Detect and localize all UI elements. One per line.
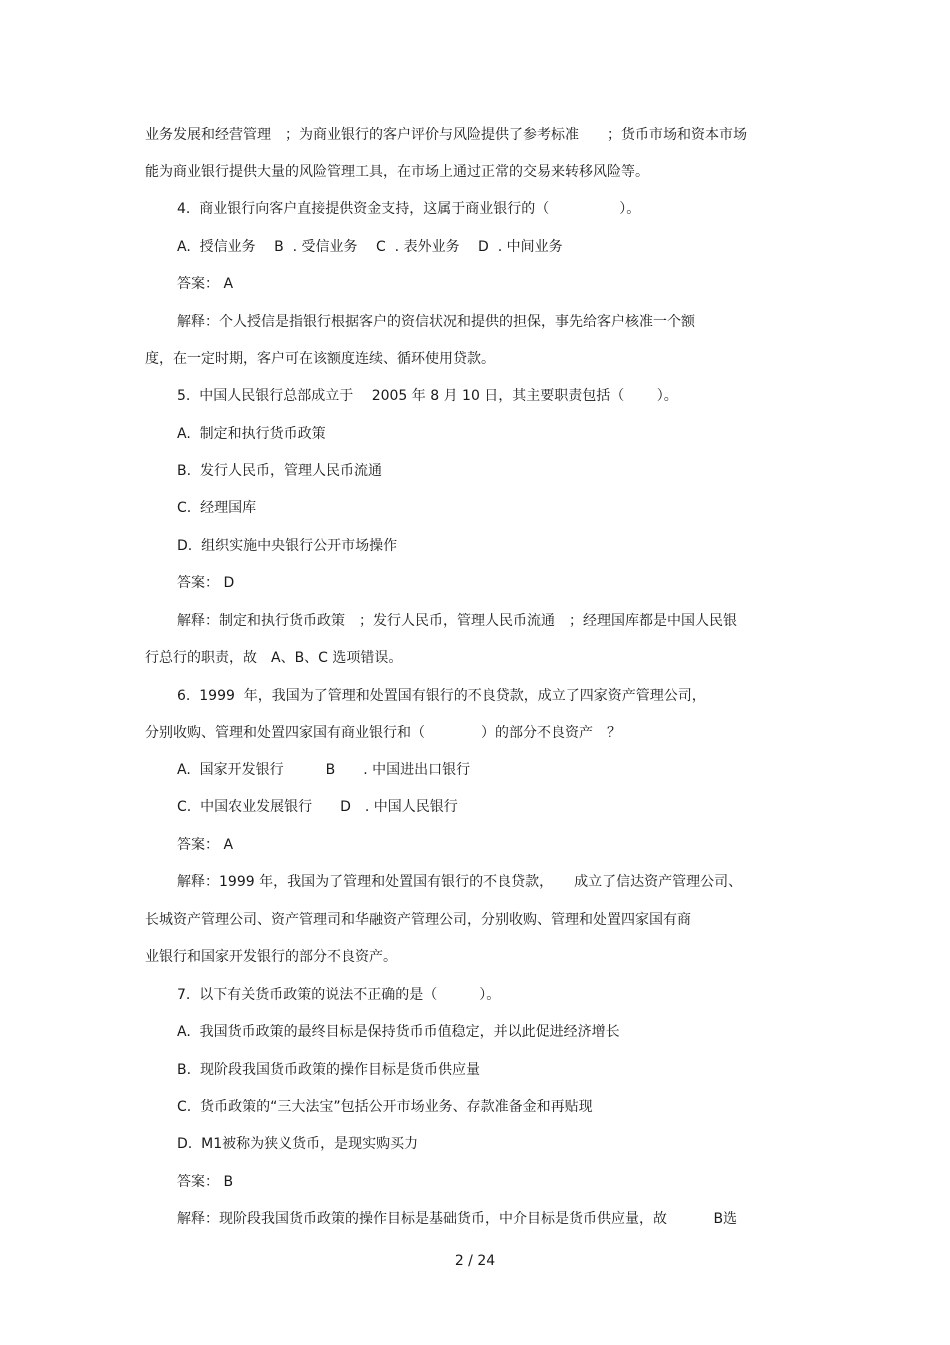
question-6-options-cd: C. 中国农业发展银行 D . 中国人民银行: [177, 799, 458, 815]
paragraph-line: 能为商业银行提供大量的风险管理工具，在市场上通过正常的交易来转移风险等。: [145, 164, 649, 180]
page-number: 2 / 24: [454, 1253, 496, 1269]
question-5: 5. 中国人民银行总部成立于 2005 年 8 月 10 日，其主要职责包括（ ）。: [177, 388, 678, 404]
question-5-explanation: 解释：制定和执行货币政策 ；发行人民币，管理人民币流通 ；经理国库都是中国人民银: [177, 613, 737, 629]
question-5-answer: 答案： D: [177, 575, 235, 591]
paragraph-line: 业务发展和经营管理 ；为商业银行的客户评价与风险提供了参考标准 ；货币市场和资本市场: [145, 127, 747, 143]
question-6-explanation-cont: 长城资产管理公司、资产管理司和华融资产管理公司，分别收购、管理和处置四家国有商: [145, 912, 691, 928]
question-7: 7. 以下有关货币政策的说法不正确的是（ ）。: [177, 987, 501, 1003]
question-6-explanation-cont: 业银行和国家开发银行的部分不良资产。: [145, 949, 397, 965]
question-4-explanation: 解释：个人授信是指银行根据客户的资信状况和提供的担保，事先给客户核准一个额: [177, 314, 695, 330]
question-5-option-b: B. 发行人民币，管理人民币流通: [177, 463, 382, 479]
question-5-explanation-cont: 行总行的职责，故 A、B、C 选项错误。: [145, 650, 403, 666]
question-4: 4. 商业银行向客户直接提供资金支持，这属于商业银行的（ ）。: [177, 201, 641, 217]
question-5-option-d: D. 组织实施中央银行公开市场操作: [177, 538, 398, 554]
question-4-explanation-cont: 度，在一定时期，客户可在该额度连续、循环使用贷款。: [145, 351, 495, 367]
question-6-explanation: 解释：1999 年，我国为了管理和处置国有银行的不良贷款， 成立了信达资产管理公司、: [177, 874, 743, 890]
question-7-option-a: A. 我国货币政策的最终目标是保持货币币值稳定，并以此促进经济增长: [177, 1024, 620, 1040]
question-7-option-d: D. M1被称为狭义货币，是现实购买力: [177, 1136, 419, 1152]
question-7-answer: 答案： B: [177, 1174, 234, 1190]
question-6: 6. 1999 年，我国为了管理和处置国有银行的不良贷款，成立了四家资产管理公司，: [177, 688, 706, 704]
question-4-options: A. 授信业务 B . 受信业务 C . 表外业务 D . 中间业务: [177, 239, 563, 255]
question-7-option-c: C. 货币政策的“三大法宝”包括公开市场业务、存款准备金和再贴现: [177, 1099, 593, 1115]
question-6-cont: 分别收购、管理和处置四家国有商业银行和（ ）的部分不良资产 ？: [145, 725, 621, 741]
question-6-answer: 答案： A: [177, 837, 234, 853]
question-7-option-b: B. 现阶段我国货币政策的操作目标是货币供应量: [177, 1062, 480, 1078]
question-6-options-ab: A. 国家开发银行 B . 中国进出口银行: [177, 762, 471, 778]
question-4-answer: 答案： A: [177, 276, 234, 292]
question-7-explanation: 解释：现阶段我国货币政策的操作目标是基础货币，中介目标是货币供应量，故 B选: [177, 1211, 738, 1227]
question-5-option-a: A. 制定和执行货币政策: [177, 426, 326, 442]
question-5-option-c: C. 经理国库: [177, 500, 257, 516]
